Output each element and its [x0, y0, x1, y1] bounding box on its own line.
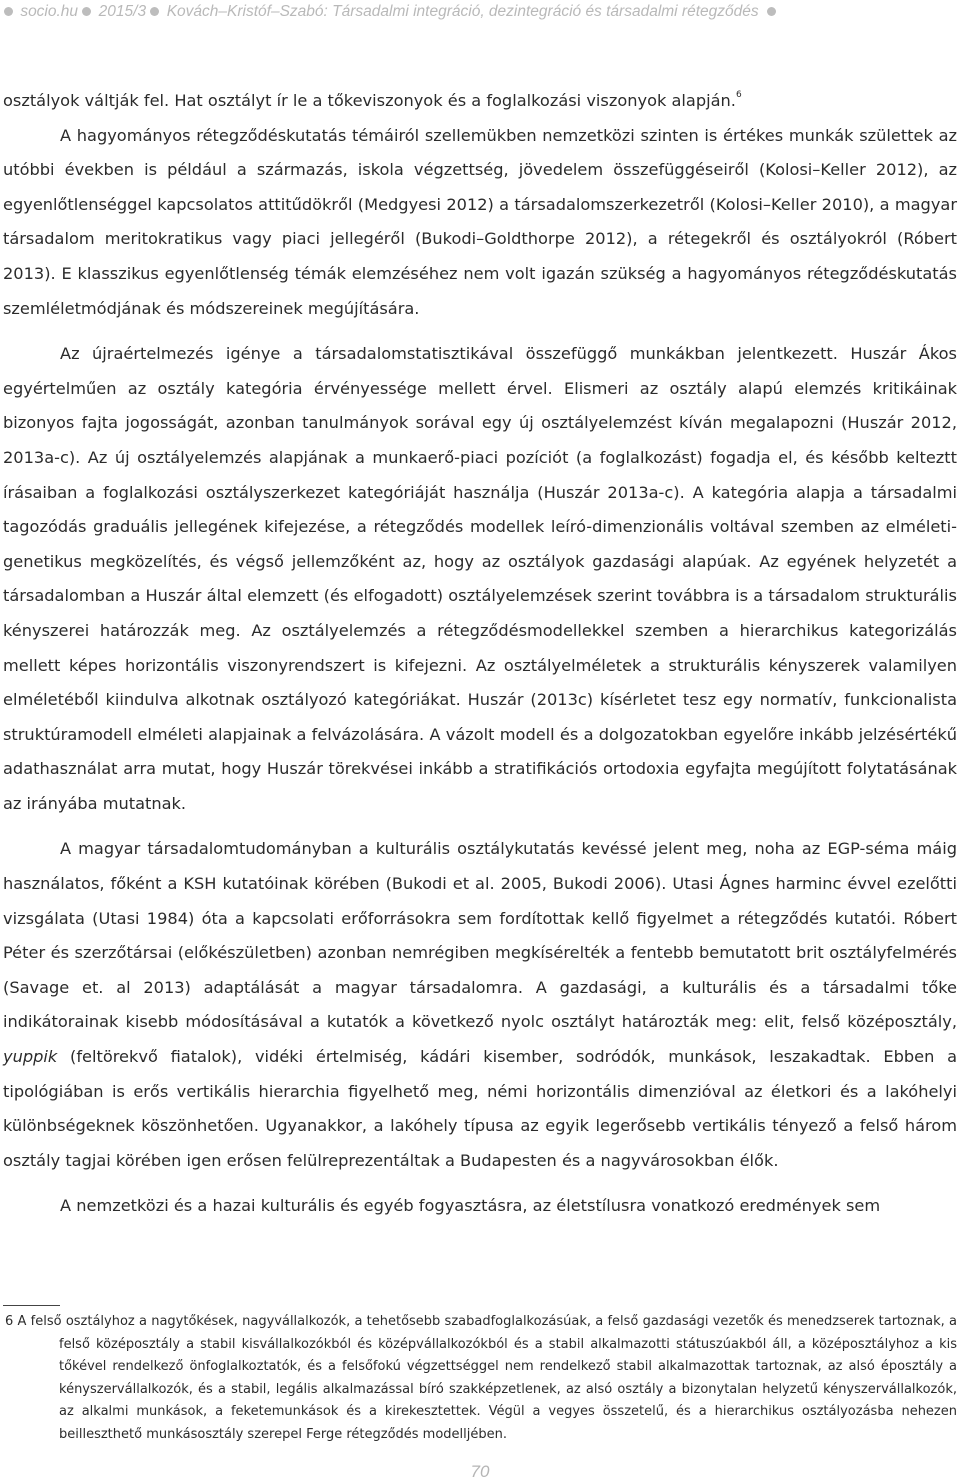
bullet-dot-icon	[4, 7, 13, 16]
bullet-dot-icon	[767, 7, 776, 16]
paragraph-text: osztályok váltják fel. Hat osztályt ír le a tőkeviszonyok és a foglalkozási viszonyok alapján.	[3, 91, 736, 110]
paragraph: A nemzetközi és a hazai kulturális és egyéb fogyasztásra, az életstílusra vonatkozó eredmények sem	[60, 1196, 881, 1216]
paragraph: A hagyományos rétegződéskutatás témáiról szellemükben nemzetközi szinten is értékes munkák születtek az utóbbi években is például a származás, iskola végzettség, jövedelem összefüggéseiről (Kolosi–Keller 2012), az egyenlőtlenséggel kapcsolatos attitűdökről (Medgyesi 2012) a társadalomszerkezetről (Kolosi–Keller 2010), a magyar társadalom meritokratikus vagy piaci jellegéről (Bukodi–Goldthorpe 2012), a rétegekről és osztályokról (Róbert 2013). E klasszikus egyenlőtlenség témák elemzéséhez nem volt igazán szükség a hagyományos rétegződéskutatás szemléletmódjának és módszereinek megújítására.	[3, 125, 957, 318]
bullet-dot-icon	[82, 7, 91, 16]
paragraph	[3, 832, 957, 1178]
header-article: Kovách–Kristóf–Szabó: Társadalmi integráció, dezintegráció és társadalmi rétegződés	[166, 3, 759, 20]
bullet-dot-icon	[150, 7, 159, 16]
paragraph	[3, 84, 957, 119]
footnote-number: 6	[5, 1314, 14, 1329]
paragraph: Az újraértelmezés igénye a társadalomstatisztikával összefüggő munkákban jelentkezett. Huszár Ákos egyértelműen az osztály kategória érvényessége mellett érvel. Elismeri az osztály alapú elemzés kritikáinak bizonyos fajta jogosságát, azonban tanulmányok sorával egy új osztályelemzést kíván megalapozni (Huszár 2012, 2013a-c). Az új osztályelemzés alapjának a munkaerő-piaci pozíciót (a foglalkozást) fogadja el, és később kelteztt írásaiban a foglalkozási osztályszerkezet kategóriáját használja (Huszár 2013a-c). A kategória alapja a társadalmi tagozódás graduális jellegének kifejezése, a rétegződés modellek leíró-dimenzionális voltával szemben az elméleti-genetikus megközelítés, és végső jellemzőként az, hogy az osztályok gazdasági alapúak. Az egyének helyzetét a társadalomban a Huszár által elemzett (és elfogadott) osztályelemzések szerint továbbra is a társadalom strukturális kényszerei határozzák meg. Az osztályelemzés a rétegződésmodellekkel szemben a hierarchikus kategorizálás mellett képes horizontális viszonyrendszert is kifejezni. Az osztályelméletek a strukturális kényszerek valamilyen elméletéből kiindulva alkotnak osztályozó kategóriákat. Huszár (2013c) kísérletet tesz egy normatív, funkcionalista struktúramodell elméleti alapjainak a felvázolására. A vázolt modell és a dolgozatokban egyelőre inkább jelzésértékű adathasználat arra mutat, hogy Huszár törekvései inkább a stratifikációs ortodoxia egyfajta megújított folytatásának az irányába mutatnak.	[3, 344, 957, 813]
footnote-divider	[3, 1305, 60, 1306]
footnote	[5, 1311, 957, 1447]
header-issue: 2015/3	[98, 3, 147, 20]
running-header	[4, 3, 954, 21]
footnote-reference: 6	[735, 90, 742, 100]
paragraph-text: A magyar társadalomtudományban a kulturális osztálykutatás kevéssé jelent meg, noha az EGP-séma máig használatos, főként a KSH kutatóinak körében (Bukodi et al. 2005, Bukodi 2006). Utasi Ágnes harminc évvel ezelőtti vizsgálata (Utasi 1984) óta a kapcsolati erőforrásokra sem fordítottak kellő figyelmet a rétegződés kutatói. Róbert Péter és szerzőtársai (előkészületben) azonban nemrégiben megkísérelték a fentebb bemutatott brit osztályfelmérés (Savage et. al 2013) adaptálását a magyar társadalomra. A gazdasági, a kulturális és a társadalmi tőke indikátorainak kisebb módosításával a kutatók a következő nyolc osztályt határozták meg: elit, felső középosztály,	[3, 839, 957, 1032]
paragraph-text: (feltörekvő fiatalok), vidéki értelmiség, kádári kisember, sodródók, munkások, leszakadtak. Ebben a tipológiában is erős vertikális hierarchia figyelhető meg, némi horizontális dimenzióval az életkori és a lakóhelyi különbségeknek köszönhetően. Ugyanakkor, a lakóhely típusa az egyik legerősebb vertikális tényező a felső három osztály tagjai körében igen erősen felülreprezentáltak a Budapesten és a nagyvárosokban élők.	[3, 1047, 957, 1170]
italic-term: yuppik	[3, 1047, 58, 1067]
header-site: socio.hu	[20, 3, 79, 20]
footnote-text: A felső osztályhoz a nagytőkések, nagyvállalkozók, a tehetősebb szabadfoglalkozásúak, a felső gazdasági vezetők és menedzserek tartoznak, a felső középosztály a stabil kisvállalkozókból és középvállalkozókból és a stabil alkalmazotti státuszúakból áll, a középosztályhoz a kis tőkével rendelkező önfoglalkoztatók, és a felsőfokú végzettséggel nem rendelkező stabil alkalmazottak tartoznak, az alsó éposztály a kényszervállalkozók, és a stabil, legális alkalmazással bíró szakképzetlenek, az alsó osztály a bizonytalan helyzetű kényszervállalkozók, az alkalmi munkások, a feketemunkások és a kirekesztettek. Végül a vegyes összetelű, és a hierarchikus osztályozásba nehezen beilleszthető munkásosztály szerepel Ferge rétegződés modelljében.	[17, 1314, 957, 1442]
page-number: 70	[470, 1462, 490, 1481]
body-text	[3, 84, 957, 1224]
